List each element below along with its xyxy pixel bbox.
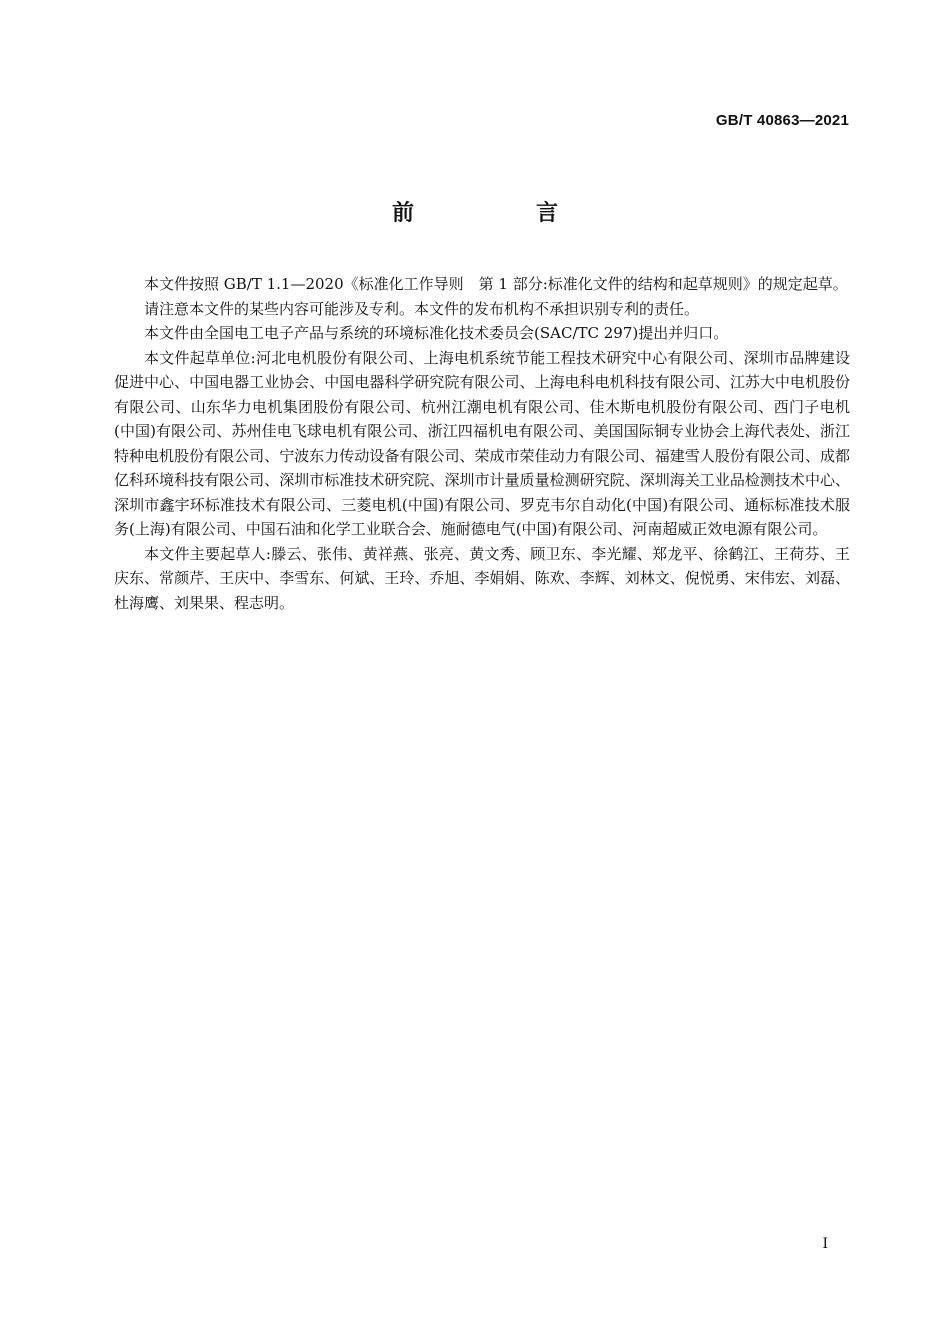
paragraph-proposer: 本文件由全国电工电子产品与系统的环境标准化技术委员会(SAC/TC 297)提出并归口。 [144, 324, 729, 342]
paragraph-drafters: 本文件主要起草人:滕云、张伟、黄祥燕、张亮、黄文秀、顾卫东、李光耀、郑龙平、徐鹤江、王荷芬、王庆东、常颜芹、王庆中、李雪东、何斌、王玲、乔旭、李娟娟、陈欢、李辉、刘林文、倪悦勇、宋伟宏、刘磊、杜海鹰、刘果果、程志明。 [114, 544, 850, 612]
paragraph-drafting-units: 本文件起草单位:河北电机股份有限公司、上海电机系统节能工程技术研究中心有限公司、深圳市品牌建设促进中心、中国电器工业协会、中国电器科学研究院有限公司、上海电科电机科技有限公司、江苏大中电机股份有限公司、山东华力电机集团股份有限公司、杭州江潮电机有限公司、佳木斯电机股份有限公司、西门子电机(中国)有限公司、苏州佳电飞球电机有限公司、浙江四福机电有限公司、美国国际铜专业协会上海代表处、浙江特种电机股份有限公司、宁波东力传动设备有限公司、荣成市荣佳动力有限公司、福建雪人股份有限公司、成都亿科环境科技有限公司、深圳市标准技术研究院、深圳市计量质量检测研究院、深圳海关工业品检测技术中心、深圳市鑫宇环标准技术有限公司、三菱电机(中国)有限公司、罗克韦尔自动化(中国)有限公司、通标标准技术服务(上海)有限公司、中国石油和化学工业联合会、施耐德电气(中国)有限公司、河南超威正效电源有限公司。 [114, 348, 850, 538]
paragraph-patent-notice: 请注意本文件的某些内容可能涉及专利。本文件的发布机构不承担识别专利的责任。 [144, 299, 700, 318]
paragraph-drafting-rules: 本文件按照 GB/T 1.1—2020《标准化工作导则 第 1 部分:标准化文件的结构和起草规则》的规定起草。 [144, 275, 848, 293]
document-body [114, 272, 850, 615]
page-title: 前 言 [391, 201, 608, 226]
standard-code: GB/T 40863—2021 [715, 112, 849, 129]
page-number: I [822, 1236, 828, 1252]
